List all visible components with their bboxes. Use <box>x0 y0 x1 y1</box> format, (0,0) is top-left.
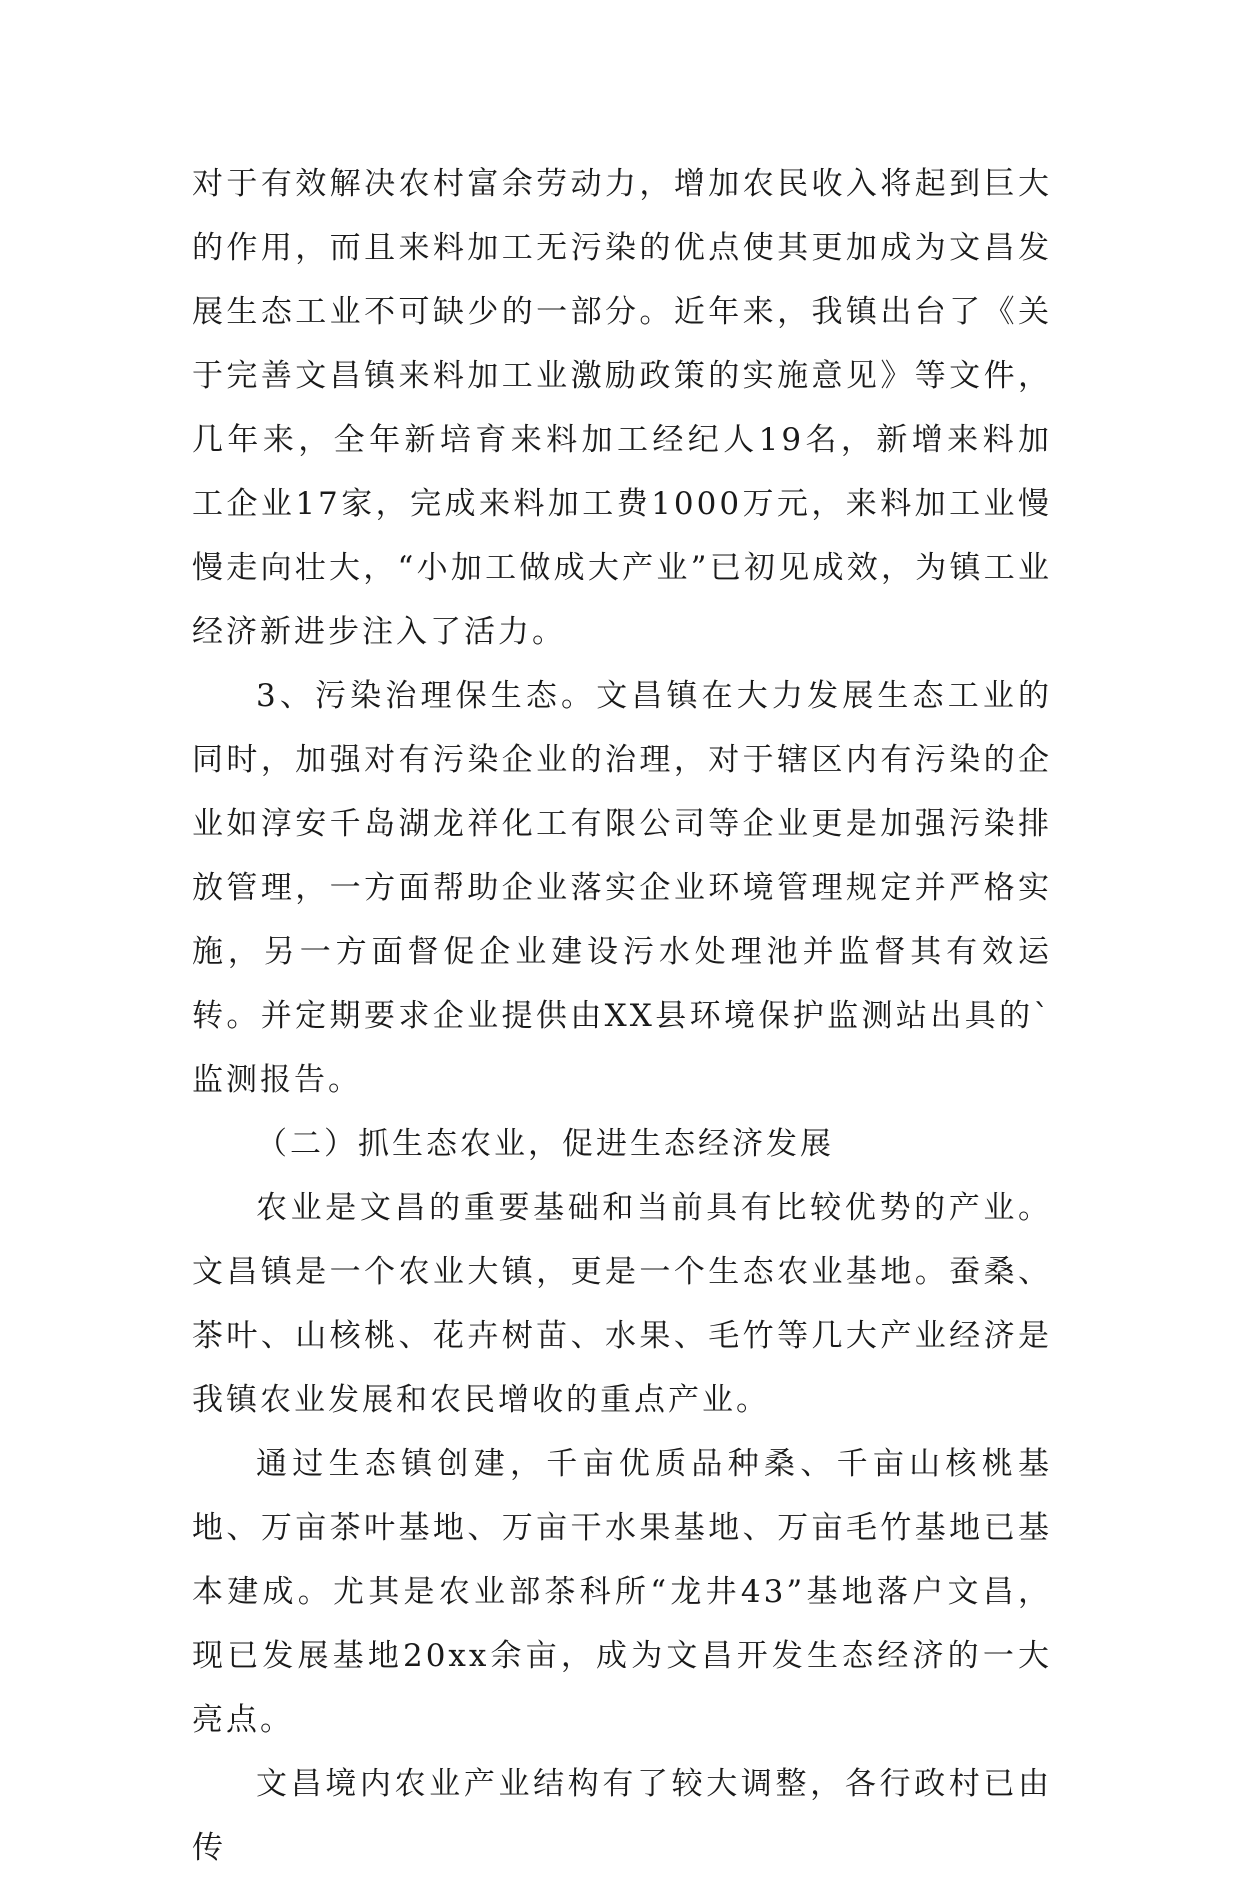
paragraph-rural-labor: 对于有效解决农村富余劳动力，增加农民收入将起到巨大的作用，而且来料加工无污染的优点使其更加成为文昌发展生态工业不可缺少的一部分。近年来，我镇出台了《关于完善文昌镇来料加工业激励政策的实施意见》等文件，几年来，全年新培育来料加工经纪人19名，新增来料加工企业17家，完成来料加工费1000万元，来料加工业慢慢走向壮大，“小加工做成大产业”已初见成效，为镇工业经济新进步注入了活力。 <box>192 166 1052 650</box>
section-heading-eco-agriculture: （二）抓生态农业，促进生态经济发展 <box>256 1126 834 1162</box>
document-body <box>192 152 1052 1880</box>
paragraph-agriculture-foundation: 农业是文昌的重要基础和当前具有比较优势的产业。文昌镇是一个农业大镇，更是一个生态农业基地。蚕桑、茶叶、山核桃、花卉树苗、水果、毛竹等几大产业经济是我镇农业发展和农民增收的重点产业。 <box>192 1190 1052 1418</box>
paragraph-industry-structure: 文昌境内农业产业结构有了较大调整，各行政村已由传 <box>192 1766 1052 1866</box>
paragraph-pollution-control: 3、污染治理保生态。文昌镇在大力发展生态工业的同时，加强对有污染企业的治理，对于辖区内有污染的企业如淳安千岛湖龙祥化工有限公司等企业更是加强污染排放管理，一方面帮助企业落实企业环境管理规定并严格实施，另一方面督促企业建设污水处理池并监督其有效运转。并定期要求企业提供由XX县环境保护监测站出具的`监测报告。 <box>192 678 1052 1098</box>
paragraph-eco-town-bases: 通过生态镇创建，千亩优质品种桑、千亩山核桃基地、万亩茶叶基地、万亩干水果基地、万亩毛竹基地已基本建成。尤其是农业部茶科所“龙井43”基地落户文昌，现已发展基地20xx余亩，成为文昌开发生态经济的一大亮点。 <box>192 1446 1052 1738</box>
